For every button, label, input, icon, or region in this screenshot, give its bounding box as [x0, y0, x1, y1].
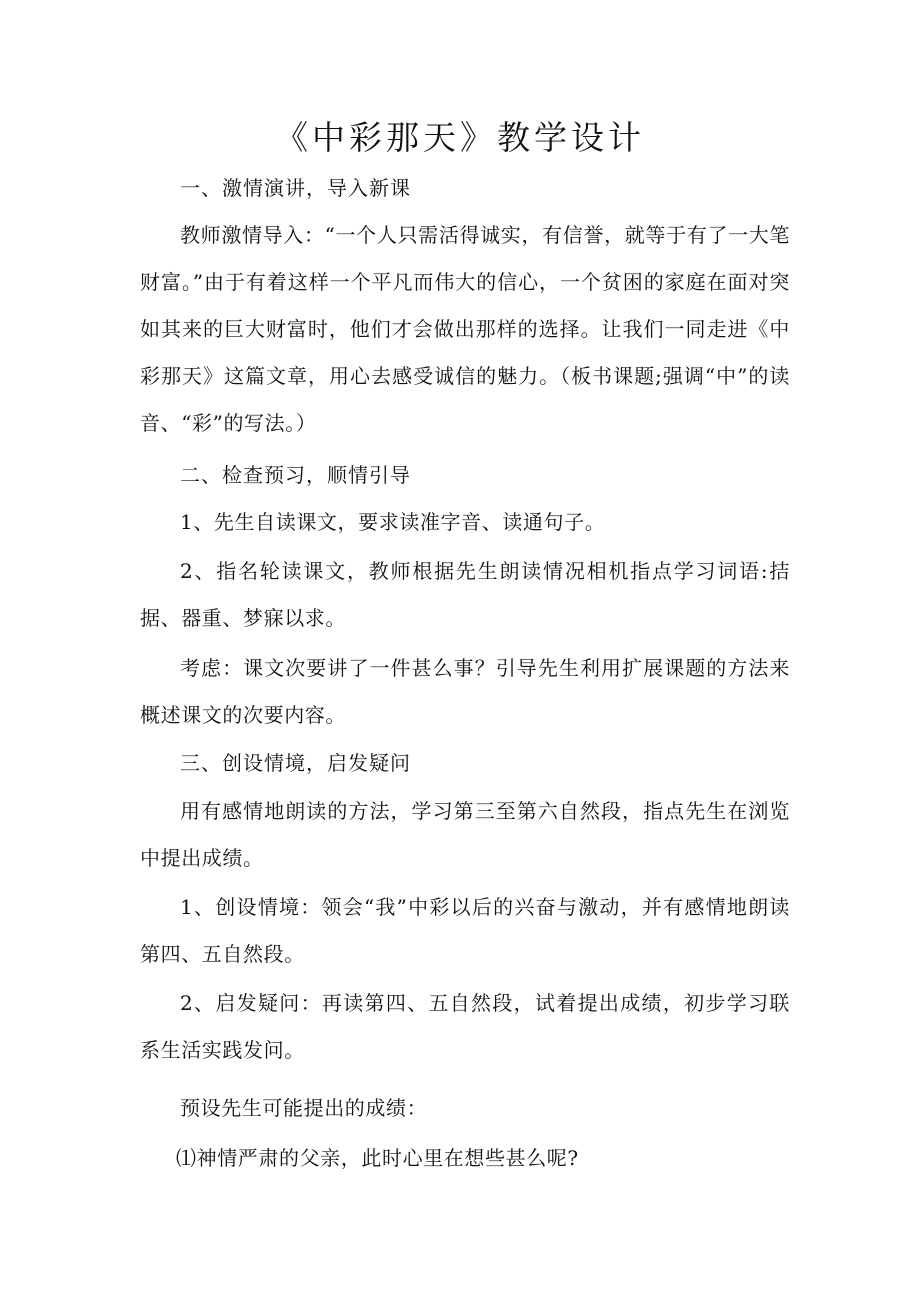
question-item-1: ⑴神情严肃的父亲，此时心里在想些甚么呢? — [176, 1146, 579, 1170]
paragraph-item-1: 1、先生自读课文，要求读准字音、读通句子。 — [180, 510, 606, 534]
document-title: 《中彩那天》教学设计 — [275, 118, 645, 157]
section-heading-3: 三、创设情境，启发疑问 — [180, 751, 411, 775]
section-heading-2: 二、检查预习，顺情引导 — [180, 463, 411, 487]
paragraph-item-2: 2、指名轮读课文，教师根据先生朗读情况相机指点学习词语:拮据、器重、梦寐以求。 — [140, 559, 790, 630]
paragraph-think: 考虑：课文次要讲了一件甚么事？引导先生利用扩展课题的方法来概述课文的次要内容。 — [140, 656, 790, 727]
section-heading-1: 一、激情演讲，导入新课 — [180, 176, 411, 200]
paragraph-method: 用有感情地朗读的方法，学习第三至第六自然段，指点先生在浏览中提出成绩。 — [140, 799, 790, 870]
paragraph-intro: 教师激情导入：“一个人只需活得诚实，有信誉，就等于有了一大笔财富。”由于有着这样一个平凡而伟大的信心，一个贫困的家庭在面对突如其来的巨大财富时，他们才会做出那样的选择。让我们一同走进《中彩那天》这篇文章，用心去感受诚信的魅力。（板书课题;强调“中”的读音、“彩”的写法。） — [140, 223, 790, 435]
paragraph-question: 2、启发疑问：再读第四、五自然段，试着提出成绩，初步学习联系生活实践发问。 — [140, 991, 790, 1062]
paragraph-preset: 预设先生可能提出的成绩： — [180, 1096, 428, 1120]
paragraph-scene: 1、创设情境：领会“我”中彩以后的兴奋与激动，并有感情地朗读第四、五自然段。 — [140, 895, 790, 966]
